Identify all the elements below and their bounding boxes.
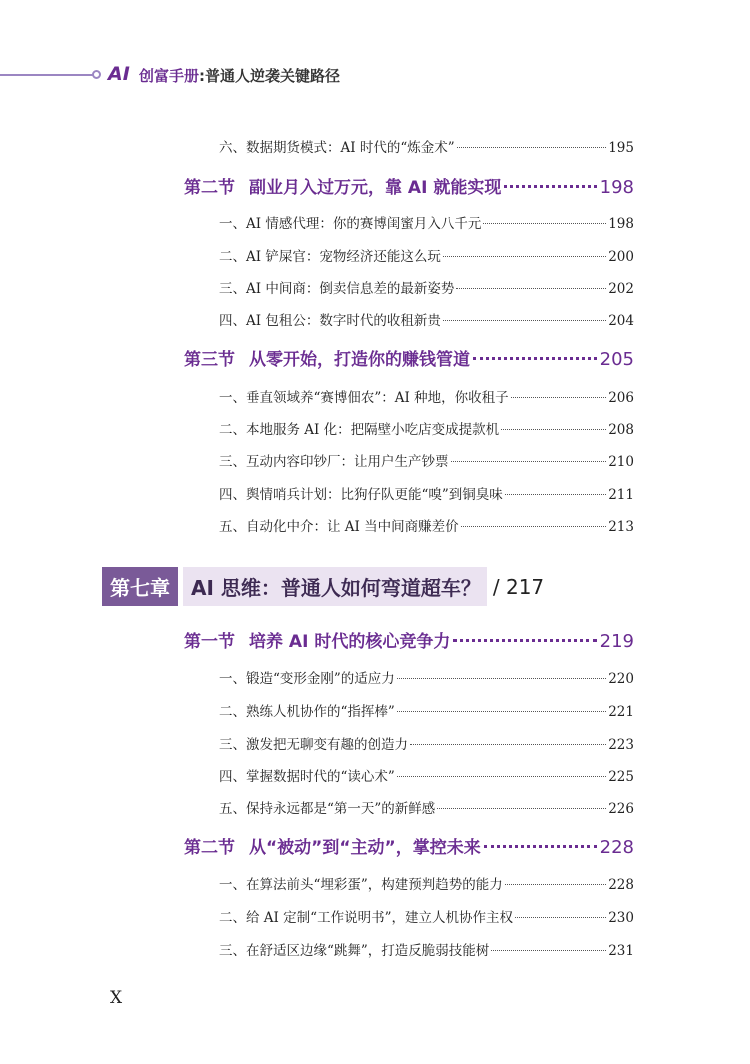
header-title-prefix: 创富手册: [139, 67, 200, 85]
entry-page: 206: [608, 390, 634, 406]
toc-entry[interactable]: [219, 700, 634, 720]
entry-title: 三、在舒适区边缘“跳舞”，打造反脆弱技能树: [219, 943, 490, 959]
toc-entry[interactable]: [219, 939, 634, 959]
header-rule-dot: [92, 70, 101, 79]
entry-title: 一、锻造“变形金刚”的适应力: [219, 671, 395, 687]
entry-page: 213: [608, 519, 634, 535]
toc-entry[interactable]: [219, 797, 634, 817]
dot-leader: [397, 711, 606, 712]
entry-page: 195: [608, 140, 634, 156]
entry-title: 三、AI 中间商：倒卖信息差的最新姿势: [219, 281, 455, 297]
section-page: 219: [599, 631, 634, 652]
chapter-page: / 217: [492, 574, 545, 599]
entry-page: 221: [608, 704, 634, 720]
toc-entry[interactable]: [219, 906, 634, 926]
section-title: 从“被动”到“主动”，掌控未来: [249, 838, 481, 858]
dot-leader: [515, 917, 606, 918]
header-rule: [0, 74, 96, 76]
toc-entry[interactable]: [219, 667, 634, 687]
entry-title: 二、熟练人机协作的“指挥棒”: [219, 704, 395, 720]
toc-entry[interactable]: [219, 765, 634, 785]
section-page: 228: [599, 837, 634, 858]
dot-leader: [511, 397, 607, 398]
entry-title: 一、垂直领域养“赛博佃农”：AI 种地，你收租子: [219, 390, 509, 406]
toc-entry[interactable]: [219, 733, 634, 753]
toc-entry[interactable]: [219, 386, 634, 406]
toc-entry[interactable]: [219, 450, 634, 470]
dot-leader: [461, 526, 607, 527]
entry-page: 208: [608, 422, 634, 438]
entry-page: 223: [608, 737, 634, 753]
chapter-heading[interactable]: [102, 567, 544, 606]
toc-entry[interactable]: [219, 212, 634, 232]
dot-leader: [501, 429, 606, 430]
entry-page: 204: [608, 313, 634, 329]
entry-title: 二、AI 铲屎官：宠物经济还能这么玩: [219, 249, 441, 265]
toc-entry[interactable]: [219, 136, 634, 156]
entry-title: 三、激发把无聊变有趣的创造力: [219, 737, 408, 753]
section-page: 205: [599, 349, 634, 370]
dot-leader: [484, 845, 597, 848]
dot-leader: [397, 776, 606, 777]
section-label: 第一节: [184, 632, 235, 652]
entry-title: 一、在算法前头“埋彩蛋”，构建预判趋势的能力: [219, 877, 503, 893]
section-label: 第二节: [184, 838, 235, 858]
dot-leader: [504, 185, 596, 188]
header-title-rest: 普通人逆袭关键路径: [205, 67, 341, 85]
dot-leader: [505, 884, 606, 885]
entry-page: 198: [608, 216, 634, 232]
header-brand-logo: AI: [108, 63, 130, 85]
toc-entry[interactable]: [219, 873, 634, 893]
entry-page: 231: [608, 943, 634, 959]
chapter-title: AI 思维：普通人如何弯道超车？: [183, 567, 487, 606]
toc-entry[interactable]: [219, 245, 634, 265]
running-header-title: [139, 65, 340, 86]
chapter-label: 第七章: [102, 567, 178, 606]
dot-leader: [473, 357, 597, 360]
entry-page: 230: [608, 910, 634, 926]
dot-leader: [451, 461, 607, 462]
dot-leader: [483, 223, 606, 224]
entry-title: 五、自动化中介：让 AI 当中间商赚差价: [219, 519, 459, 535]
section-title: 培养 AI 时代的核心竞争力: [249, 632, 451, 652]
section-title: 副业月入过万元，靠 AI 就能实现: [249, 178, 502, 198]
dot-leader: [443, 320, 606, 321]
entry-page: 220: [608, 671, 634, 687]
header-title-separator: :: [199, 67, 206, 85]
entry-title: 三、互动内容印钞厂：让用户生产钞票: [219, 454, 449, 470]
page-number: X: [110, 988, 123, 1008]
entry-page: 210: [608, 454, 634, 470]
dot-leader: [457, 147, 607, 148]
entry-title: 一、AI 情感代理：你的赛博闺蜜月入八千元: [219, 216, 482, 232]
entry-title: 六、数据期货模式：AI 时代的“炼金术”: [219, 140, 455, 156]
toc-section[interactable]: [184, 833, 634, 858]
dot-leader: [491, 950, 606, 951]
toc-entry[interactable]: [219, 483, 634, 503]
toc-entry[interactable]: [219, 277, 634, 297]
entry-title: 二、本地服务 AI 化：把隔壁小吃店变成提款机: [219, 422, 500, 438]
toc-entry[interactable]: [219, 309, 634, 329]
entry-page: 228: [608, 877, 634, 893]
entry-page: 202: [608, 281, 634, 297]
entry-title: 四、掌握数据时代的“读心术”: [219, 769, 395, 785]
entry-title: 四、AI 包租公：数字时代的收租新贵: [219, 313, 441, 329]
dot-leader: [443, 256, 606, 257]
entry-title: 二、给 AI 定制“工作说明书”，建立人机协作主权: [219, 910, 513, 926]
dot-leader: [456, 288, 606, 289]
section-label: 第三节: [184, 350, 235, 370]
section-label: 第二节: [184, 178, 235, 198]
section-title: 从零开始，打造你的赚钱管道: [249, 350, 470, 370]
toc-section[interactable]: [184, 345, 634, 370]
entry-page: 226: [608, 801, 634, 817]
entry-title: 四、舆情哨兵计划：比狗仔队更能“嗅”到铜臭味: [219, 487, 503, 503]
dot-leader: [453, 639, 596, 642]
section-page: 198: [599, 177, 634, 198]
dot-leader: [397, 678, 606, 679]
entry-page: 211: [608, 487, 634, 503]
toc-section[interactable]: [184, 173, 634, 198]
toc-entry[interactable]: [219, 515, 634, 535]
toc-section[interactable]: [184, 627, 634, 652]
entry-page: 200: [608, 249, 634, 265]
dot-leader: [410, 744, 606, 745]
entry-title: 五、保持永远都是“第一天”的新鲜感: [219, 801, 436, 817]
dot-leader: [437, 808, 606, 809]
dot-leader: [505, 494, 606, 495]
entry-page: 225: [608, 769, 634, 785]
toc-entry[interactable]: [219, 418, 634, 438]
